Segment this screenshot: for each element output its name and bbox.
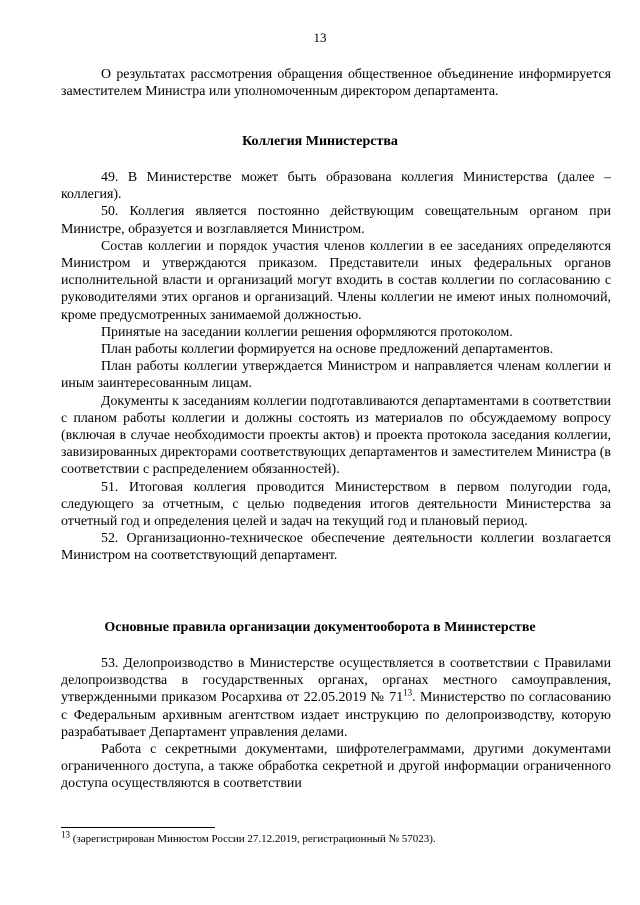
paragraph: Состав коллегии и порядок участия членов коллегии в ее заседаниях определяются Министром и утверждаются приказом. Представители иных федеральных органов исполнительной власти и организаций могут входить в состав коллегии по согласованию с руководителями этих органов и организаций. Члены коллегии не имеют иных полномочий, кроме предусмотренных занимаемой должностью.: [61, 238, 611, 323]
paragraph-53-text: 53. Делопроизводство в Министерстве осуществляется в соответствии с Правилами делопроизводства в государственных органах, органах местного самоуправления, утвержденными приказом Росархива от 22.05.2019 № 71: [61, 656, 611, 706]
section-document-flow: [61, 655, 611, 793]
section-heading-document-flow: Основные правила организации документооборота в Министерстве: [104, 620, 536, 635]
paragraph-52: 52. Организационно-техническое обеспечение деятельности коллегии возлагается Министром на соответствующий департамент.: [61, 531, 611, 564]
paragraph: Работа с секретными документами, шифротелеграммами, другими документами ограниченного доступа, а также обработка секретной и другой информации ограниченного доступа осуществляются в соответствии: [61, 742, 611, 792]
paragraph-51: 51. Итоговая коллегия проводится Министерством в первом полугодии года, следующего за отчетным, с целью подведения итогов деятельности Министерства за отчетный год и определения целей и задач на текущий год и плановый период.: [61, 479, 611, 530]
footnote: [61, 829, 621, 846]
paragraph-53-text-cont: . Министерство по согласованию с Федеральным архивным агентством издает инструкцию по делопроизводству, которую разрабатывает Департамент управления делами.: [61, 690, 611, 740]
page-number: 13: [313, 30, 327, 45]
paragraph-50: 50. Коллегия является постоянно действующим совещательным органом при Министре, образуется и возглавляется Министром.: [61, 204, 611, 237]
paragraph: План работы коллегии формируется на основе предложений департаментов.: [101, 342, 554, 358]
paragraph-53: [61, 655, 611, 741]
section-heading-collegium: Коллегия Министерства: [242, 134, 398, 149]
paragraph: О результатах рассмотрения обращения общественное объединение информируется заместителем Министра или уполномоченным директором департамента.: [61, 67, 611, 100]
paragraph: Документы к заседаниям коллегии подготавливаются департаментами в соответствии с планом работы коллегии и должны состоять из материалов по обсуждаемому вопросу (включая в случае необходимости проекты актов) и проекта протокола заседания коллегии, завизированных директорами соответствующих департаментов и заместителем Министра (в соответствии с распределением обязанностей).: [61, 393, 611, 478]
paragraph-49: 49. В Министерстве может быть образована коллегия Министерства (далее – коллегия).: [61, 170, 611, 203]
paragraph: Принятые на заседании коллегии решения оформляются протоколом.: [101, 324, 513, 340]
footnote-text: (зарегистрирован Минюстом России 27.12.2019, регистрационный № 57023).: [70, 833, 436, 845]
footnote-mark: 13: [61, 829, 70, 840]
section-collegium: [61, 169, 611, 565]
paragraph: План работы коллегии утверждается Министром и направляется членам коллегии и иным заинтересованным лицам.: [61, 359, 611, 392]
footnote-separator: [61, 827, 215, 828]
footnote-reference: 13: [403, 687, 413, 698]
intro-block: [61, 66, 611, 100]
